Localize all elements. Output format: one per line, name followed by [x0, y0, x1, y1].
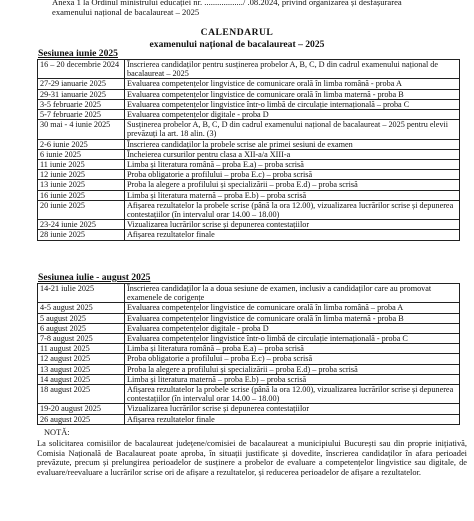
activity-cell: Vizualizarea lucrărilor scrise și depunerea contestațiilor	[125, 404, 460, 414]
date-cell: 6 august 2025	[38, 323, 125, 333]
date-cell: 30 mai - 4 iunie 2025	[38, 120, 125, 139]
session-july-august-table	[37, 283, 460, 425]
activity-cell: Susținerea probelor A, B, C, D din cadrul examenului național de bacalaureat – 2025 pentru elevii prevăzuți la art. 18 alin. (3)	[125, 120, 460, 139]
date-cell: 6 iunie 2025	[38, 149, 125, 159]
activity-cell: Afișarea rezultatelor la probele scrise (până la ora 12.00), vizualizarea lucrărilor scrise și depunerea contestațiilor (în intervalul orar 14.00 – 18.00)	[125, 200, 460, 219]
activity-cell: Evaluarea competențelor digitale - proba D	[125, 110, 460, 120]
activity-cell: Evaluarea competențelor lingvistice de comunicare orală în limba maternă - proba B	[125, 89, 460, 99]
date-cell: 28 iunie 2025	[38, 230, 125, 240]
date-cell: 23-24 iunie 2025	[38, 220, 125, 230]
table-row	[38, 404, 460, 414]
date-cell: 26 august 2025	[38, 414, 125, 424]
activity-cell: Afișarea rezultatelor finale	[125, 230, 460, 240]
activity-cell: Evaluarea competențelor lingvistice într-o limbă de circulație internațională - proba C	[125, 334, 460, 344]
session-june-table	[37, 59, 460, 241]
table-row	[38, 220, 460, 230]
date-cell: 5 august 2025	[38, 313, 125, 323]
table-row	[38, 344, 460, 354]
table-row	[38, 414, 460, 424]
activity-cell: Afișarea rezultatelor finale	[125, 414, 460, 424]
date-cell: 19-20 august 2025	[38, 404, 125, 414]
date-cell: 12 iunie 2025	[38, 170, 125, 180]
date-cell: 13 august 2025	[38, 364, 125, 374]
table-row	[38, 313, 460, 323]
activity-cell: Proba la alegere a profilului și specializării – proba E.d) – proba scrisă	[125, 364, 460, 374]
date-cell: 5-7 februarie 2025	[38, 110, 125, 120]
activity-cell: Înscrierea candidaților pentru susținerea probelor A, B, C, D din cadrul examenului național de bacalaureat – 2025	[125, 60, 460, 79]
activity-cell: Limba și literatura română – proba E.a) – proba scrisă	[125, 344, 460, 354]
date-cell: 3-5 februarie 2025	[38, 99, 125, 109]
activity-cell: Înscrierea candidaților la probele scrise ale primei sesiuni de examen	[125, 139, 460, 149]
table-row	[38, 200, 460, 219]
activity-cell: Proba obligatorie a profilului – proba E.c) – proba scrisă	[125, 354, 460, 364]
activity-cell: Limba și literatura maternă – proba E.b) – proba scrisă	[125, 374, 460, 384]
table-row	[38, 160, 460, 170]
date-cell: 18 august 2025	[38, 385, 125, 404]
date-cell: 11 august 2025	[38, 344, 125, 354]
table-row	[38, 60, 460, 79]
date-cell: 12 august 2025	[38, 354, 125, 364]
activity-cell: Evaluarea competențelor lingvistice într-o limbă de circulație internațională – proba C	[125, 99, 460, 109]
table-row	[38, 303, 460, 313]
date-cell: 2-6 iunie 2025	[38, 139, 125, 149]
date-cell: 7-8 august 2025	[38, 334, 125, 344]
activity-cell: Evaluarea competențelor lingvistice de comunicare orală în limba română - proba A	[125, 79, 460, 89]
date-cell: 16 iunie 2025	[38, 190, 125, 200]
table-row	[38, 110, 460, 120]
table-row	[38, 99, 460, 109]
date-cell: 14-21 iulie 2025	[38, 284, 125, 303]
date-cell: 27-29 ianuarie 2025	[38, 79, 125, 89]
table-row	[38, 323, 460, 333]
activity-cell: Proba obligatorie a profilului – proba E.c) – proba scrisă	[125, 170, 460, 180]
annex-header-line-1: Anexa 1 la Ordinul ministrului educației nr. ................../ .08.2024, privind organizarea și desfășurarea	[52, 0, 402, 7]
date-cell: 13 iunie 2025	[38, 180, 125, 190]
table-row	[38, 190, 460, 200]
activity-cell: Vizualizarea lucrărilor scrise și depunerea contestațiilor	[125, 220, 460, 230]
date-cell: 16 – 20 decembrie 2024	[38, 60, 125, 79]
note-text: La solicitarea comisiilor de bacalaureat județene/comisiei de bacalaureat a municipiului București sau din proprie inițiativă, Comisia Națională de Bacalaureat poate aproba, în situații justificate și dovedite, înscrierea candidaților în afara perioadei prevăzute, precum și prelungirea perioadelor de susținere a probelor de evaluare a competențelor lingvistice sau digitale, de evaluare/reevaluare a lucrărilor scrise ori de afișare a rezultatelor, și reducerea perioadelor de afișare a rezultatelor.	[37, 439, 467, 477]
activity-cell: Evaluarea competențelor digitale - proba D	[125, 323, 460, 333]
annex-header-line-2: examenului național de bacalaureat – 2025	[52, 7, 200, 17]
table-row	[38, 139, 460, 149]
table-row	[38, 120, 460, 139]
table-row	[38, 89, 460, 99]
date-cell: 14 august 2025	[38, 374, 125, 384]
date-cell: 29-31 ianuarie 2025	[38, 89, 125, 99]
document-subtitle: examenului național de bacalaureat – 2025	[149, 39, 325, 50]
activity-cell: Afișarea rezultatelor la probele scrise (până la ora 12.00), vizualizarea lucrărilor scrise și depunerea contestațiilor (în intervalul orar 14.00 – 18.00)	[125, 385, 460, 404]
document-title: CALENDARUL	[200, 27, 274, 38]
session-july-august-title: Sesiunea iulie - august 2025	[38, 272, 151, 283]
session-june-title: Sesiunea iunie 2025	[38, 48, 118, 59]
table-row	[38, 354, 460, 364]
table-row	[38, 364, 460, 374]
date-cell: 4-5 august 2025	[38, 303, 125, 313]
activity-cell: Înscrierea candidaților la a doua sesiune de examen, inclusiv a candidaților care au promovat examenele de corigențe	[125, 284, 460, 303]
table-row	[38, 334, 460, 344]
table-row	[38, 79, 460, 89]
table-row	[38, 170, 460, 180]
activity-cell: Încheierea cursurilor pentru clasa a XII-a/a XIII-a	[125, 149, 460, 159]
table-row	[38, 149, 460, 159]
table-row	[38, 180, 460, 190]
table-row	[38, 385, 460, 404]
activity-cell: Evaluarea competențelor lingvistice de comunicare orală în limba română – proba A	[125, 303, 460, 313]
table-row	[38, 374, 460, 384]
activity-cell: Limba și literatura română – proba E.a) – proba scrisă	[125, 160, 460, 170]
activity-cell: Proba la alegere a profilului și specializării – proba E.d) – proba scrisă	[125, 180, 460, 190]
activity-cell: Limba și literatura maternă – proba E.b) – proba scrisă	[125, 190, 460, 200]
note-label: NOTĂ:	[44, 428, 70, 437]
activity-cell: Evaluarea competențelor lingvistice de comunicare orală în limba maternă - proba B	[125, 313, 460, 323]
table-row	[38, 284, 460, 303]
date-cell: 11 iunie 2025	[38, 160, 125, 170]
table-row	[38, 230, 460, 240]
date-cell: 20 iunie 2025	[38, 200, 125, 219]
